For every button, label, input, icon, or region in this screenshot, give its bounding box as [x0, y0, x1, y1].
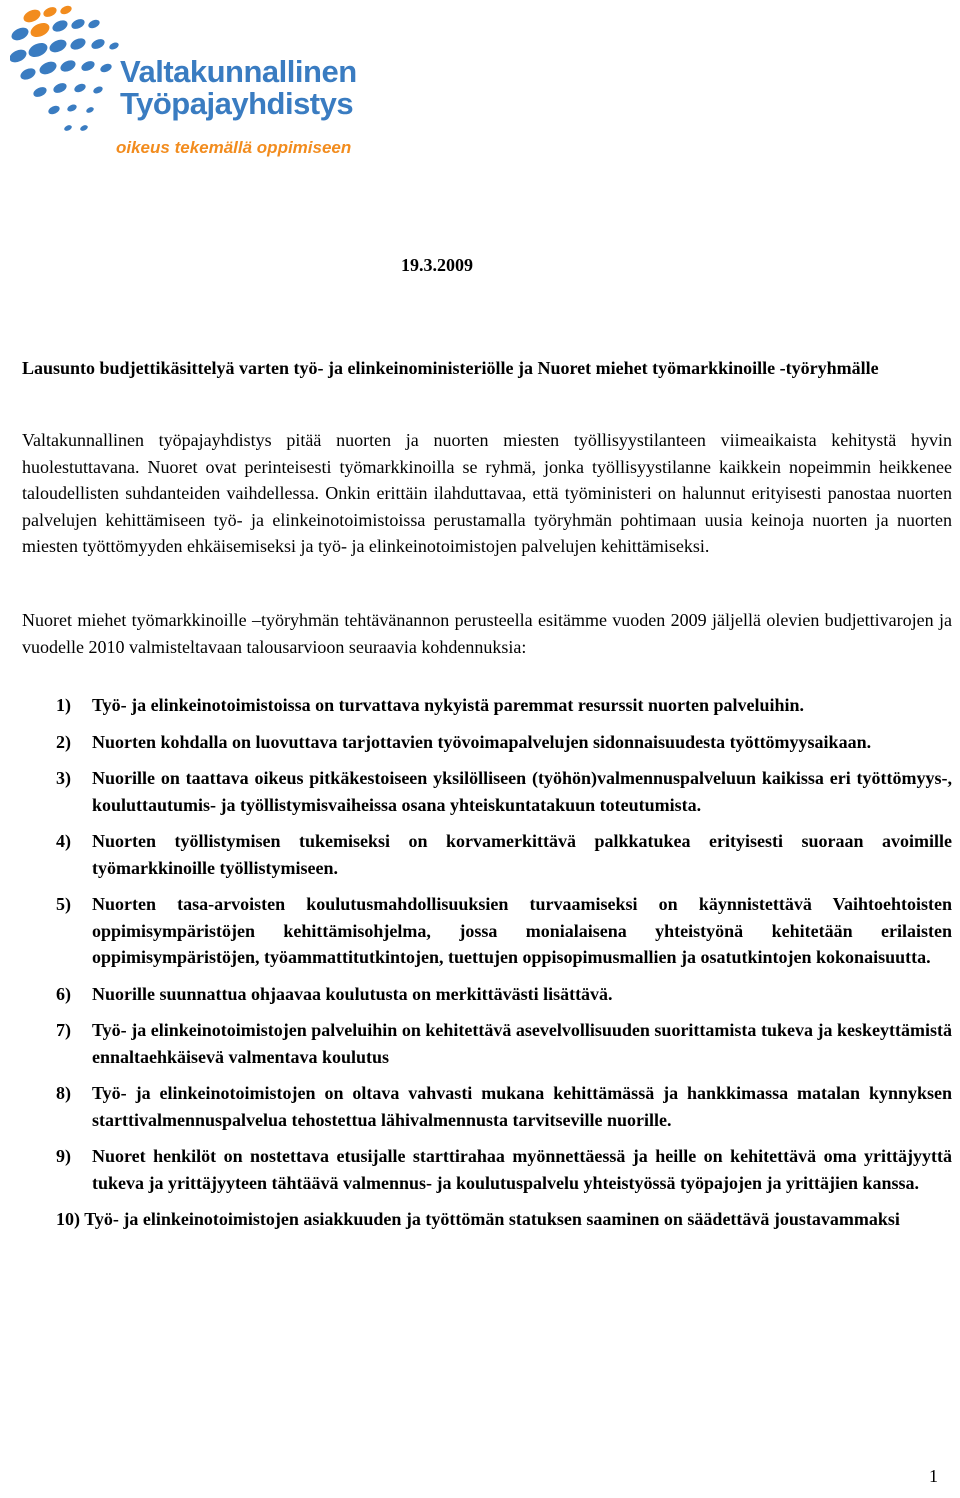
- intro-paragraph: Valtakunnallinen työpajayhdistys pitää nuorten ja nuorten miesten työllisyystilanteen viimeaikaista kehitystä hyvin huolestuttavana. Nuoret ovat perinteisesti työmarkkinoilla se ryhmä, jonka työllisyystilanne kaikkein nopeimmin heikkenee taloudellisten suhdanteiden vaihdellessa. Onkin erittäin ilahduttavaa, että työministeri on halunnut erityisesti panostaa nuorten palvelujen kehittämiseen työ- ja elinkeinotoimistoissa perustamalla työryhmän pohtimaan uusia keinoja nuorten ja nuorten miesten työttömyyden ehkäisemiseksi ja työ- ja elinkeinotoimistojen palvelujen kehittämiseksi.: [22, 430, 952, 556]
- list-item-number: 1): [56, 695, 71, 715]
- logo-dot: [32, 85, 48, 99]
- list-item-number: 9): [56, 1146, 71, 1166]
- list-item-number: 4): [56, 831, 71, 851]
- list-item-text: Nuoret henkilöt on nostettava etusijalle starttirahaa myönnettäessä ja heille on kehitettävä oma yrittäjyyttä tukeva ja yrittäjyyteen tähtäävä valmennus- ja koulutuspalvelu yhteistyössä työpajojen ja yrittäjien kanssa.: [92, 1146, 952, 1193]
- logo-dot: [70, 17, 86, 31]
- list-item: [22, 692, 952, 719]
- document-title: Lausunto budjettikäsittelyä varten työ- ja elinkeinoministeriölle ja Nuoret miehet työmarkkinoille -työryhmälle: [22, 358, 879, 378]
- logo-dot: [92, 85, 104, 95]
- list-item-number: 7): [56, 1020, 71, 1040]
- logo-name-line1: Valtakunnallinen: [120, 54, 357, 89]
- list-item-text: Nuorten työllistymisen tukemiseksi on korvamerkittävä palkkatukea erityisesti suoraan avoimille työmarkkinoille työllistymiseen.: [92, 831, 952, 878]
- list-item-text: Nuorille suunnattua ohjaavaa koulutusta on merkittävästi lisättävä.: [92, 983, 613, 1004]
- logo-tagline: oikeus tekemällä oppimiseen: [116, 138, 352, 157]
- logo-dot: [85, 106, 94, 114]
- list-item-text: Työ- ja elinkeinotoimistoissa on turvattava nykyistä paremmat resurssit nuorten palveluihin.: [92, 695, 805, 715]
- logo-dot: [26, 40, 49, 60]
- logo-dot: [51, 18, 70, 34]
- logo-dot: [37, 59, 58, 77]
- list-item: [22, 828, 952, 881]
- logo-dot: [59, 4, 73, 16]
- logo-dot: [47, 104, 61, 116]
- list-item-number: 6): [56, 983, 71, 1004]
- list-item: [22, 981, 952, 1008]
- list-item-text: Työ- ja elinkeinotoimistojen on oltava vahvasti mukana kehittämässä ja hankkimassa matalan kynnyksen starttivalmennuspalvelua tehostettua lähivalmennusta tarvitseville nuorille.: [92, 1083, 952, 1130]
- logo-dot: [19, 66, 38, 82]
- logo-dot: [42, 5, 58, 19]
- logo-dot: [69, 36, 88, 52]
- proposal-list: [22, 692, 952, 1243]
- list-item-number: 2): [56, 731, 71, 752]
- logo-dot: [59, 58, 78, 74]
- logo-dot: [87, 18, 101, 30]
- logo-dot: [10, 25, 31, 43]
- list-item-text: Työ- ja elinkeinotoimistojen palveluihin on kehitettävä asevelvollisuuden suorittamista tukeva ja keskeyttämistä ennaltaehkäisevä valmentava koulutus: [92, 1020, 952, 1067]
- list-item: [22, 1080, 952, 1133]
- proposal-paragraph: Nuoret miehet työmarkkinoille –työryhmän tehtävänannon perusteella esitämme vuoden 2009 jäljellä olevien budjettivarojen ja vuodelle 2010 valmisteltavaan talousarvioon seuraavia kohdennuksia:: [22, 610, 952, 657]
- logo-dot: [52, 81, 68, 95]
- list-item: [22, 1143, 952, 1196]
- list-item-number: 3): [56, 768, 71, 788]
- logo-dot: [21, 7, 42, 25]
- list-item-number: 5): [56, 894, 71, 914]
- logo-dot: [90, 37, 106, 51]
- list-item-text: Nuorten kohdalla on luovuttava tarjottavien työvoimapalvelujen sidonnaisuudesta työttömyysaikaan.: [92, 731, 872, 752]
- list-item-text: Työ- ja elinkeinotoimistojen asiakkuuden ja työttömän statuksen saaminen on säädettävä joustavammaksi: [84, 1209, 900, 1229]
- logo-dot: [79, 124, 88, 132]
- list-item-text: Nuorten tasa-arvoisten koulutusmahdollisuuksien turvaamiseksi on käynnistettävä Vaihtoehtoisten oppimisympäristöjen kehittämisohjelma, jossa monialaisena yhteistyönä kehitetään erilaisten oppimisympäristöjen, työammattitutkintojen, tuettujen oppisopimusmallien ja osatutkintojen kokonaisuutta.: [92, 894, 952, 967]
- list-item: [22, 891, 952, 971]
- page-number: 1: [929, 1466, 938, 1486]
- logo-name-line2: Työpajayhdistys: [120, 86, 354, 121]
- list-item: [22, 1206, 952, 1233]
- logo-dot: [108, 41, 120, 51]
- list-item-number: 8): [56, 1083, 71, 1103]
- logo-dot: [28, 20, 51, 40]
- logo-dot: [99, 62, 113, 74]
- logo-dot: [47, 37, 68, 55]
- logo-dot: [80, 59, 96, 73]
- list-item: [22, 1017, 952, 1070]
- document-date: 19.3.2009: [401, 255, 473, 275]
- list-item-text: Nuorille on taattava oikeus pitkäkestoiseen yksilölliseen (työhön)valmennuspalveluun kaikissa eri työttömyys-, kouluttautumis- ja työllistymisvaiheissa osana yhteiskuntatakuun toteutumista.: [92, 768, 952, 815]
- list-item: [22, 765, 952, 818]
- organization-logo: [10, 4, 370, 166]
- logo-dot: [10, 47, 29, 65]
- logo-name: [120, 56, 357, 120]
- list-item: [22, 729, 952, 756]
- logo-dot: [63, 124, 72, 132]
- list-item-number: 10): [56, 1209, 80, 1229]
- logo-dot: [73, 82, 87, 94]
- dots-logo-icon: [10, 4, 120, 144]
- logo-dot: [66, 103, 78, 113]
